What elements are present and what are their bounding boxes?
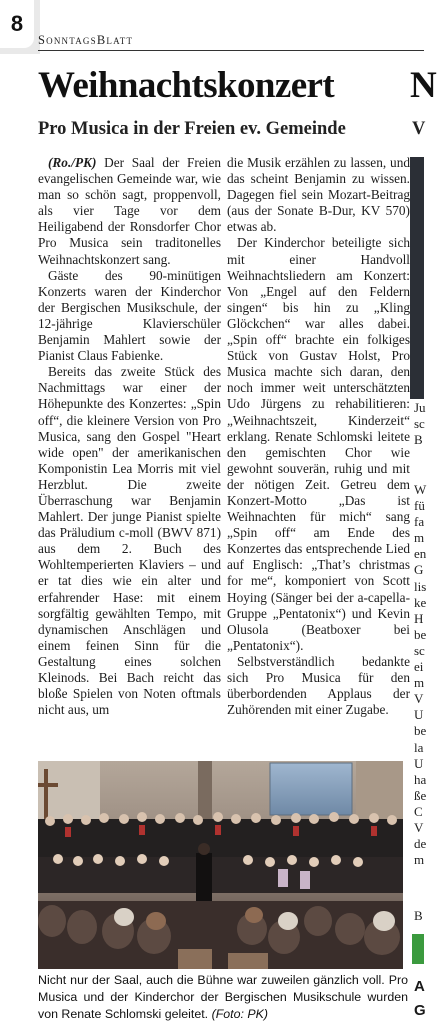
paragraph: Der Kinderchor beteiligte sich mit einer Handvoll Weihnachtsliedern am Konzert: Von „Engel auf den Feldern singen“ bis hin zu „Kling Glöckchen“ war alles dabei. „Spin off“ brachte ein folkiges Stück von Gustav Holst, Pro Musica machte sich daran, den noch immer weit unterschätzten Udo Jürgens zu rehabilitieren: „Weihnachtszeit, Kinderzeit“ erklang. Renate Schlomski leitete den gemischten Chor wie gewohnt souverän, ruhig und mit der nötigen Zeit. Getreu dem Konzert-Motto „Das ist Weihnachten für mich“ sang „Spin off“ am Ende des Konzertes das entsprechende Lied auf Englisch: „That’s christmas for me“, komponiert von Scott Hoying (Sänger bei der a-capella-Gruppe „Pentatonix“) und Kevin Olusola (Beatboxer bei „Pentatonix“). bbox=[227, 235, 410, 653]
page-number: 8 bbox=[0, 0, 34, 48]
paragraph: die Musik erzählen zu lassen, und das scheint Benjamin zu wissen. Dagegen fiel sein Mozart-Beitrag (aus der Sonate B-Dur, KV 570) etwas ab. bbox=[227, 155, 410, 235]
article-headline: Weihnachtskonzert bbox=[38, 65, 335, 106]
caption-text: Nicht nur der Saal, auch die Bühne war zuweilen gänzlich voll. Pro Musica und der Kinderchor der Bergischen Musikschule wurden von Renate Schlomski geleitet. bbox=[38, 973, 408, 1021]
next-article-text-fragment: Ju sc B bbox=[414, 400, 426, 448]
next-article-green-box bbox=[412, 934, 424, 964]
paragraph: Bereits das zweite Stück des Nachmittags war einer der Höhepunkte des Konzertes: „Spin off“, die kleinere Version von Pro Musica, sang den Gospel "Heart wide open" der amerikanischen Komponistin Lea Morris mit viel Herzblut. Die zweite Überraschung war Benjamin Mahlert. Der junge Pianist spielte das Präludium c-moll (BWV 871) aus dem 2. Buch des Wohltemperierten Klaviers – und er tat dies wie ein alter und erfahrender Hase: mit einem sorgfältig gewählten Tempo, mit dynamischen Anschlägen und einem feinen Sinn für die Gestaltung eines solchen Kleinods. Bei Bach reicht das bloße Spielen von Noten oftmals nicht aus, um bbox=[38, 364, 221, 718]
next-article-bold-letter: A bbox=[414, 978, 425, 995]
paragraph: Selbstverständlich bedankte sich Pro Musica für den überbordenden Applaus der Zuhörenden mit einer Zugabe. bbox=[227, 653, 410, 718]
next-article-bold-fragment bbox=[414, 975, 426, 1023]
next-article-headline-fragment: N bbox=[410, 65, 437, 106]
next-article-text-fragment: W fü fa m en G lis ke H be sc ei m V U be la U ha ße C V de m bbox=[414, 482, 427, 868]
next-article-subhead-fragment: V bbox=[412, 119, 426, 139]
article-column-1 bbox=[38, 155, 221, 718]
paragraph: Gäste des 90-minütigen Konzerts waren der Kinderchor der Bergischen Musikschule, der 12-jährige Klavierschüler Benjamin Mahlert sowie der Pianist Claus Fabienke. bbox=[38, 267, 221, 364]
paragraph bbox=[38, 155, 221, 268]
article-column-2 bbox=[227, 155, 410, 718]
paragraph-text: Der Saal der Freien evangelischen Gemeinde war, wie man so schön sagt, proppenvoll, als vier Tage vor dem Heiligabend der Ronsdorfer Chor Pro Musica sein traditonelles Weihnachtskonzert sang. bbox=[38, 155, 221, 267]
next-article-photo bbox=[410, 157, 424, 399]
next-article-bold-letter: G bbox=[414, 1002, 426, 1019]
concert-photo bbox=[38, 761, 403, 969]
byline: (Ro./PK) bbox=[48, 155, 97, 170]
photo-caption bbox=[38, 972, 408, 1023]
photo-credit: (Foto: PK) bbox=[211, 1007, 269, 1021]
article-subhead: Pro Musica in der Freien ev. Gemeinde bbox=[38, 119, 346, 139]
masthead: SonntagsBlatt bbox=[38, 33, 424, 51]
next-article-text-fragment: B bbox=[414, 908, 423, 923]
